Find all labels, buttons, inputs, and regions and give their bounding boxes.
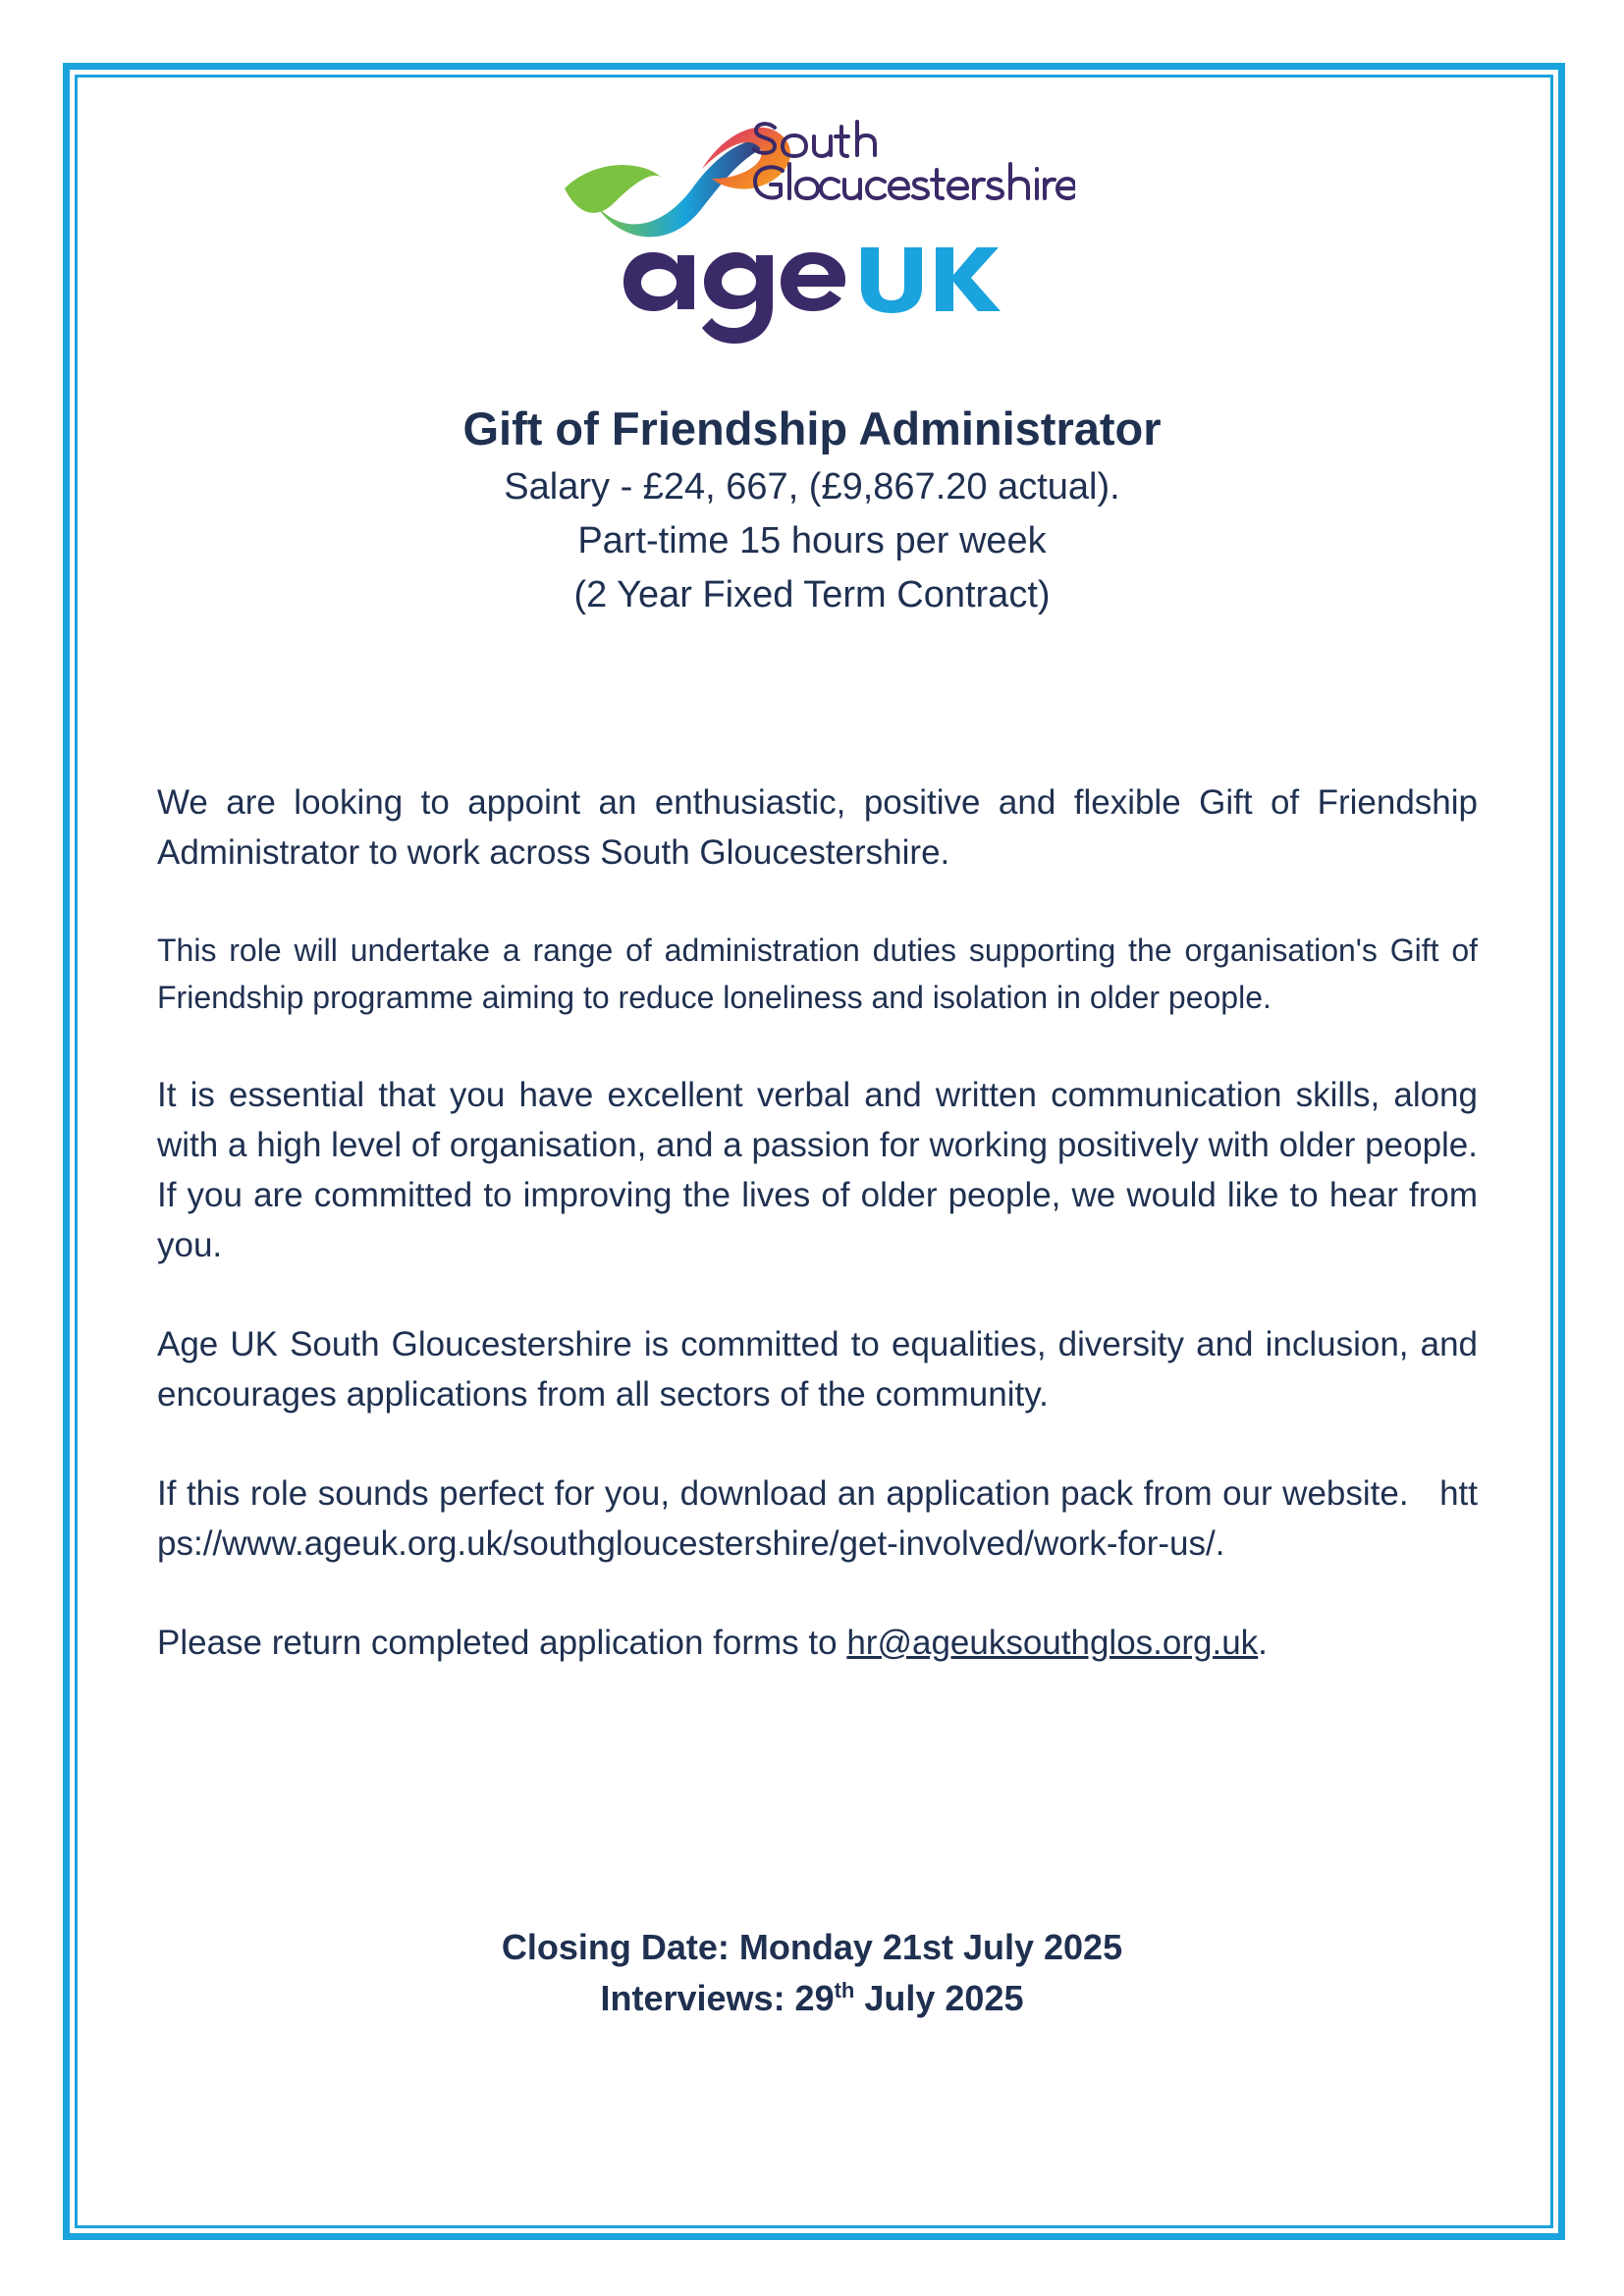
key-dates (157, 1922, 1467, 2024)
closing-date: Closing Date: Monday 21st July 2025 (501, 1927, 1123, 1967)
contract-line: (2 Year Fixed Term Contract) (573, 574, 1051, 615)
job-header (157, 398, 1467, 622)
role-paragraph: This role will undertake a range of administration duties supporting the organisation's Gift of Friendship programme aiming to reduce loneliness and isolation in older people. (157, 933, 1478, 1015)
return-intro: Please return completed application forms to (157, 1624, 838, 1662)
return-end: . (1258, 1624, 1268, 1662)
interview-date (157, 1973, 1467, 2024)
hr-email-link[interactable]: hr@ageuksouthglos.org.uk (846, 1624, 1259, 1662)
application-link[interactable]: https://www.ageuk.org.uk/southgloucestershire/get-involved/work-for-us/. (157, 1474, 1478, 1563)
equality-paragraph: Age UK South Gloucestershire is committed to equalities, diversity and inclusion, and encourages applications from all sectors of the community. (157, 1325, 1478, 1414)
requirements-paragraph: It is essential that you have excellent verbal and written communication skills, along with a high level of organisation, and a passion for working positively with older people. If you are committed to improving the lives of older people, we would like to hear from you. (157, 1076, 1478, 1264)
apply-paragraph (157, 1468, 1478, 1569)
age-uk-logo (555, 110, 1075, 346)
interview-date-suffix: July 2025 (854, 1978, 1024, 2018)
interview-date-ordinal: th (834, 1978, 855, 2002)
return-paragraph (157, 1618, 1478, 1668)
age-uk-logo-graphic (555, 110, 1075, 346)
apply-intro: If this role sounds perfect for you, download an application pack from our website. (157, 1474, 1409, 1513)
job-description (157, 777, 1478, 1717)
salary-line: Salary - £24, 667, (£9,867.20 actual). (504, 466, 1120, 507)
interview-date-prefix: Interviews: 29 (600, 1978, 835, 2018)
intro-paragraph: We are looking to appoint an enthusiastic, positive and flexible Gift of Friendship Administrator to work across South Gloucestershire. (157, 783, 1478, 872)
job-title: Gift of Friendship Administrator (462, 402, 1162, 454)
hours-line: Part-time 15 hours per week (577, 520, 1047, 561)
